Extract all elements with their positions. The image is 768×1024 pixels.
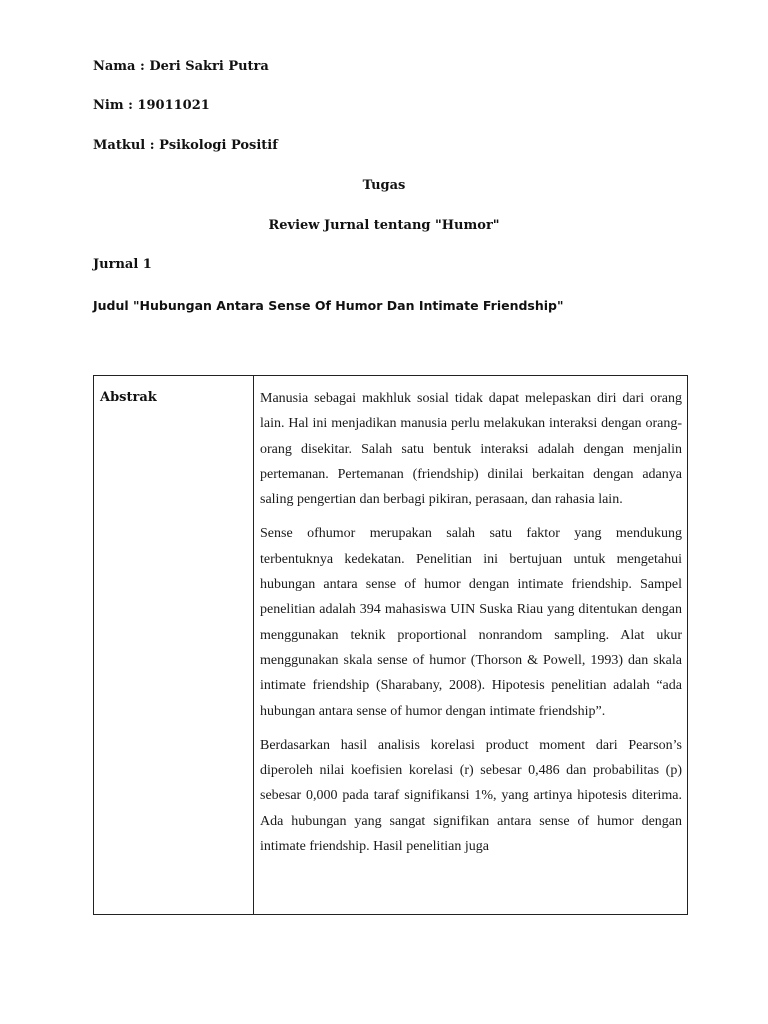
abstract-paragraph-1: Manusia sebagai makhluk sosial tidak dapat melepaskan diri dari orang lain. Hal ini menjadikan manusia perlu melakukan interaksi dengan orang-orang disekitar. Salah satu bentuk interaksi adalah dengan menjalin pertemanan. Pertemanan (friendship) dinilai berkaitan dengan adanya saling pengertian dan berbagi pikiran, perasaan, dan rahasia lain. [260, 391, 682, 508]
course-name: Matkul : Psikologi Positif [93, 138, 278, 153]
journal-number: Jurnal 1 [93, 257, 152, 272]
student-nim: Nim : 19011021 [93, 98, 210, 113]
assignment-title: Tugas [362, 178, 406, 193]
abstract-label-cell [94, 376, 254, 914]
abstract-content-cell [260, 386, 682, 868]
abstract-paragraph-3: Berdasarkan hasil analisis korelasi product moment dari Pearson’s diperoleh nilai koefisien korelasi (r) sebesar 0,486 dan probabilitas (p) sebesar 0,000 pada taraf signifikansi 1%, yang artinya hipotesis diterima. Ada hubungan yang sangat signifikan antara sense of humor dengan intimate friendship. Hasil penelitian juga [260, 737, 682, 855]
abstract-table [93, 375, 688, 915]
abstract-label: Abstrak [100, 390, 157, 405]
abstract-paragraph-2: Sense ofhumor merupakan salah satu faktor yang mendukung terbentuknya kedekatan. Penelitian ini bertujuan untuk mengetahui hubungan antara sense of humor dengan intimate friendship. Sampel penelitian adalah 394 mahasiswa UIN Suska Riau yang ditentukan dengan menggunakan teknik proportional nonrandom sampling. Alat ukur menggunakan skala sense of humor (Thorson & Powell, 1993) dan skala intimate friendship (Sharabany, 2008). Hipotesis penelitian adalah “ada hubungan antara sense of humor dengan intimate friendship”. [260, 526, 682, 719]
journal-title: Judul "Hubungan Antara Sense Of Humor Dan Intimate Friendship" [93, 298, 564, 313]
student-name: Nama : Deri Sakri Putra [93, 59, 269, 74]
review-title: Review Jurnal tentang "Humor" [268, 218, 500, 233]
